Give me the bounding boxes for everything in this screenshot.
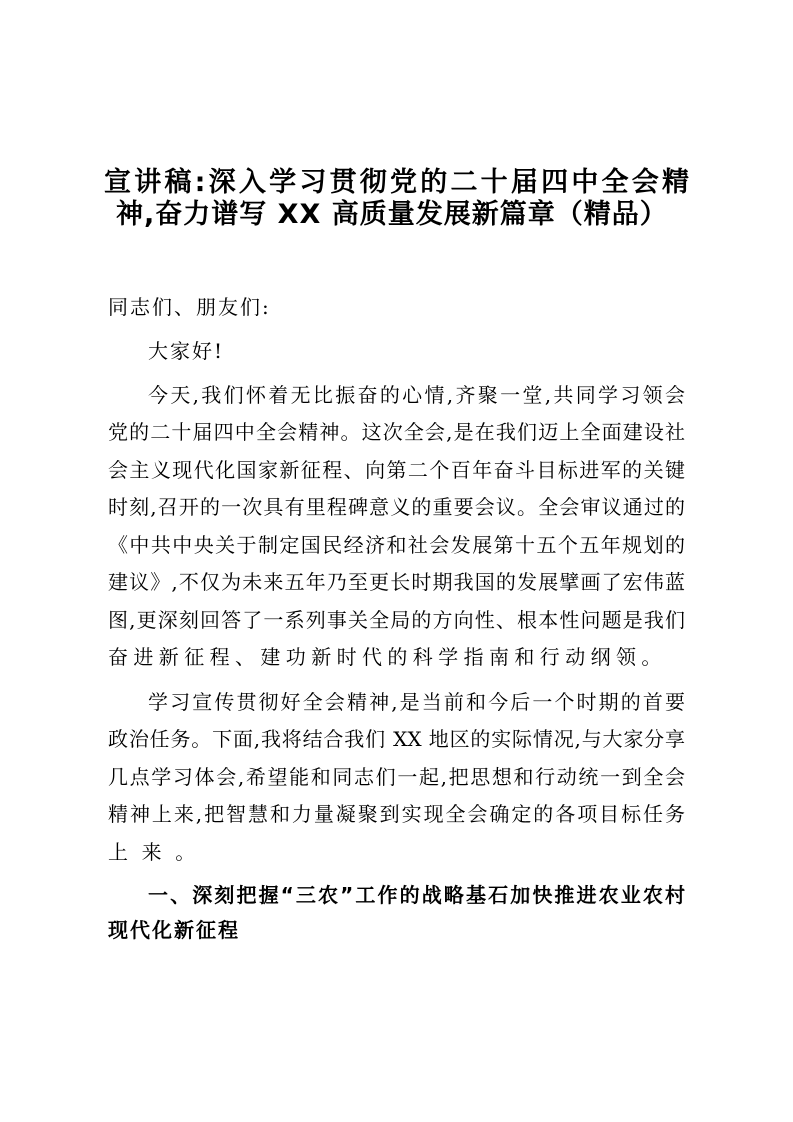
paragraph-line: 《中共中央关于制定国民经济和社会发展第十五个五年规划的	[108, 533, 685, 557]
paragraph-line: 政治任务。下面,我将结合我们 XX 地区的实际情况,与大家分享	[108, 727, 685, 751]
paragraph-line: 几点学习体会,希望能和同志们一起,把思想和行动统一到全会	[108, 765, 685, 789]
paragraph-line: 图,更深刻回答了一系列事关全局的方向性、根本性问题是我们	[108, 608, 685, 632]
heading-line: 一、深刻把握“三农”工作的战略基石加快推进农业农村	[148, 883, 685, 907]
paragraph-line: 党的二十届四中全会精神。这次全会,是在我们迈上全面建设社	[108, 420, 685, 444]
greeting: 同志们、朋友们:	[108, 295, 271, 319]
paragraph-line: 今天,我们怀着无比振奋的心情,齐聚一堂,共同学习领会	[148, 383, 685, 407]
paragraph-line: 精神上来,把智慧和力量凝聚到实现全会确定的各项目标任务	[108, 802, 685, 826]
heading-line: 现代化新征程	[108, 918, 240, 942]
paragraph-line: 会主义现代化国家新征程、向第二个百年奋斗目标进军的关键	[108, 458, 685, 482]
paragraph-line: 奋进新征程、建功新时代的科学指南和行动纲领。	[108, 645, 667, 669]
salutation: 大家好!	[148, 339, 225, 363]
paragraph-line: 学习宣传贯彻好全会精神,是当前和今后一个时期的首要	[148, 690, 685, 714]
paragraph-line: 上来。	[108, 840, 209, 864]
document-title-line-1: 宣讲稿:深入学习贯彻党的二十届四中全会精	[104, 167, 689, 198]
document-title-line-2: 神,奋力谱写 XX 高质量发展新篇章（精品）	[116, 199, 668, 230]
paragraph-line: 建议》,不仅为未来五年乃至更长时期我国的发展擘画了宏伟蓝	[108, 570, 685, 594]
paragraph-line: 时刻,召开的一次具有里程碑意义的重要会议。全会审议通过的	[108, 495, 685, 519]
